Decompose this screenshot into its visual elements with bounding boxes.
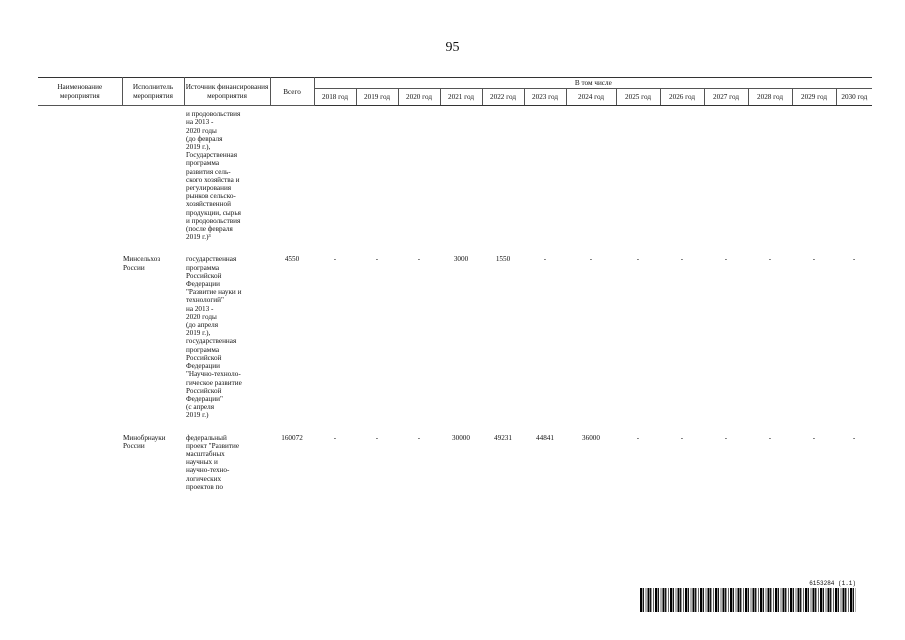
cell-year-value: - [375, 255, 379, 264]
cell-year-value [566, 106, 616, 242]
cell-year-value: - [417, 433, 421, 442]
header-year: 2026 год [660, 89, 704, 106]
cell-name [38, 241, 122, 419]
cell-year-value: - [724, 255, 728, 264]
cell-year-value: - [589, 255, 593, 264]
cell-year-value [314, 106, 356, 242]
header-year: 2018 год [314, 89, 356, 106]
cell-year-value: 30000 [452, 433, 470, 442]
cell-year-value [440, 106, 482, 242]
table-row [38, 420, 872, 491]
cell-year-value: - [417, 255, 421, 264]
cell-year-value: - [768, 255, 772, 264]
cell-name [38, 106, 122, 242]
cell-year-value [356, 106, 398, 242]
barcode-block [640, 580, 856, 614]
cell-year-value: 3000 [453, 255, 469, 264]
cell-source: государственная программа Российской Федерации "Развитие науки и технологий" на 2013 - 2020 годы (до апреля 2019 г.), государственная программа Российской Федерации "Научно-техноло- гическое развитие Российской Федерации" (с апреля 2019 г.) [186, 255, 242, 420]
cell-executor [122, 106, 184, 242]
cell-year-value: - [852, 433, 856, 442]
table-row [38, 106, 872, 242]
cell-year-value: 36000 [582, 433, 600, 442]
cell-year-value [616, 106, 660, 242]
cell-year-value: - [812, 255, 816, 264]
cell-year-value: - [680, 433, 684, 442]
cell-year-value [748, 106, 792, 242]
cell-total [270, 106, 314, 242]
header-year: 2030 год [836, 89, 872, 106]
cell-year-value [398, 106, 440, 242]
funding-table [38, 77, 872, 491]
header-source: Источник финансирования мероприятия [184, 78, 270, 106]
cell-source: федеральный проект "Развитие масштабных научных и научно-техно- логических проектов по [186, 433, 240, 491]
header-executor: Исполнитель мероприятия [122, 78, 184, 106]
header-including: В том числе [314, 78, 872, 89]
cell-total: 4550 [284, 255, 300, 264]
header-year: 2021 год [440, 89, 482, 106]
cell-year-value [482, 106, 524, 242]
cell-name [38, 420, 122, 491]
header-year: 2023 год [524, 89, 566, 106]
header-year: 2022 год [482, 89, 524, 106]
barcode-label: 6153284 (1.1) [809, 580, 856, 587]
cell-year-value: - [812, 433, 816, 442]
header-year: 2024 год [566, 89, 616, 106]
cell-year-value [660, 106, 704, 242]
cell-year-value: 1550 [495, 255, 511, 264]
header-year: 2020 год [398, 89, 440, 106]
cell-year-value: - [852, 255, 856, 264]
cell-year-value: 44841 [536, 433, 554, 442]
cell-year-value: - [375, 433, 379, 442]
cell-year-value: - [768, 433, 772, 442]
header-total: Всего [270, 78, 314, 106]
table-row [38, 241, 872, 419]
cell-year-value: - [724, 433, 728, 442]
cell-year-value [524, 106, 566, 242]
header-year: 2019 год [356, 89, 398, 106]
cell-total: 160072 [281, 433, 303, 442]
cell-year-value: - [333, 255, 337, 264]
page-number: 95 [445, 40, 460, 55]
cell-year-value: - [333, 433, 337, 442]
barcode-graphic [640, 588, 856, 612]
header-year: 2025 год [616, 89, 660, 106]
header-year: 2027 год [704, 89, 748, 106]
cell-year-value [836, 106, 872, 242]
cell-year-value: - [680, 255, 684, 264]
header-name: Наименование мероприятия [38, 78, 122, 106]
cell-source: и продовольствия на 2013 - 2020 годы (до февраля 2019 г.), Государственная программа развития сель- ского хозяйства и регулирования рынков сельско- хозяйственной продукции, сырья и продовольствия (после февраля 2019 г.)³ [186, 110, 241, 242]
header-year: 2029 год [792, 89, 836, 106]
cell-year-value: - [543, 255, 547, 264]
cell-year-value [704, 106, 748, 242]
cell-year-value: - [636, 433, 640, 442]
cell-year-value: - [636, 255, 640, 264]
cell-executor: Минсельхоз России [123, 255, 161, 272]
cell-year-value: 49231 [494, 433, 512, 442]
cell-year-value [792, 106, 836, 242]
header-year: 2028 год [748, 89, 792, 106]
cell-executor: Минобрнауки России [123, 433, 166, 450]
